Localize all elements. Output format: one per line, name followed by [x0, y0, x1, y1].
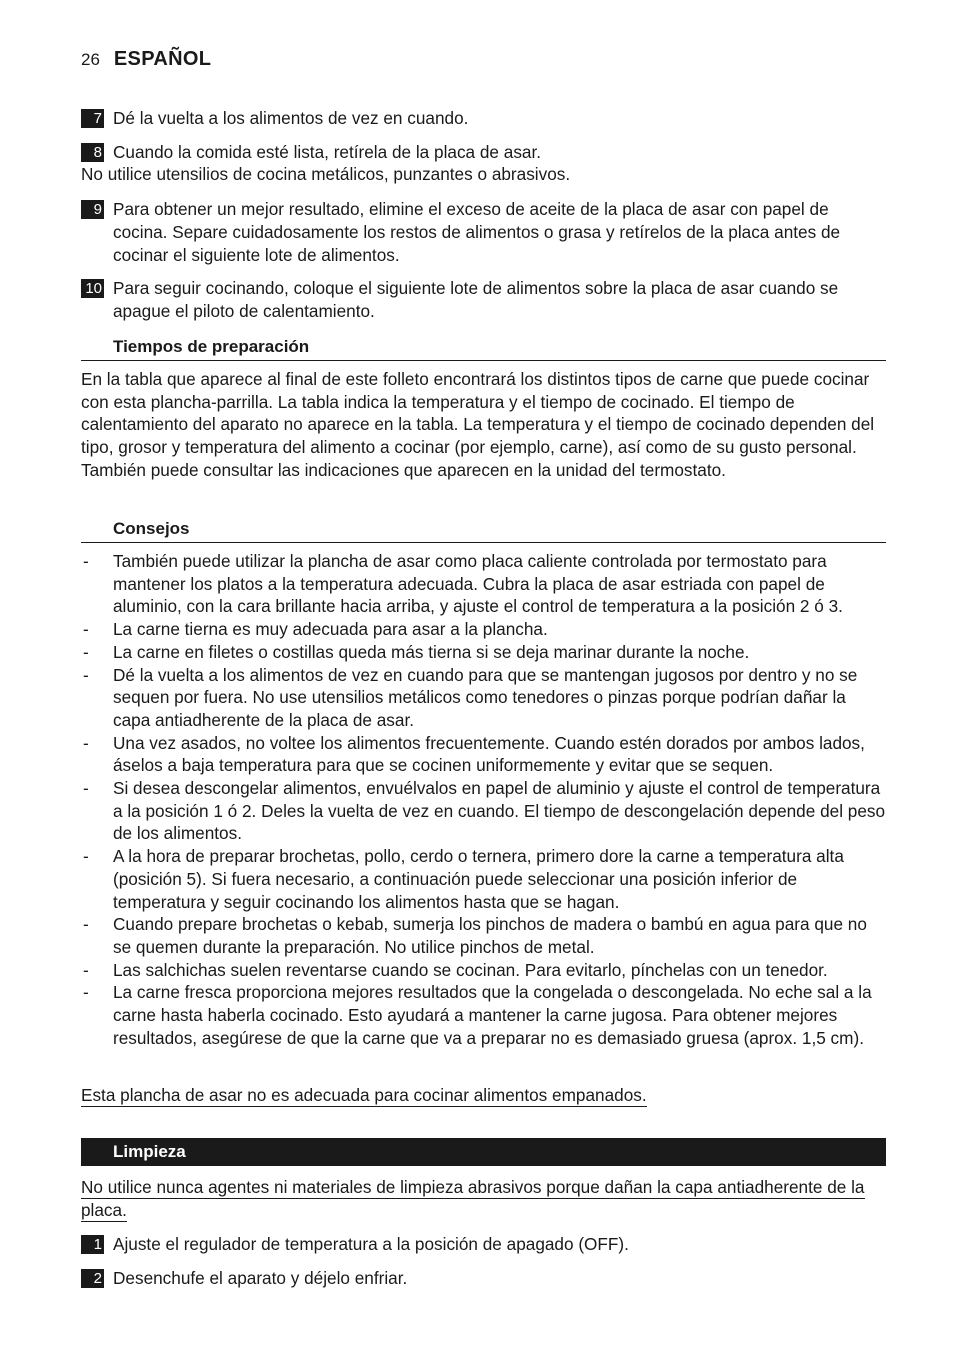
step-text: Ajuste el regulador de temperatura a la posición de apagado (OFF). [113, 1234, 629, 1254]
step-10 [81, 277, 886, 323]
step-number: 1 [81, 1235, 104, 1254]
step-text: Dé la vuelta a los alimentos de vez en cuando. [113, 108, 469, 128]
section-title: Consejos [113, 519, 190, 538]
list-item: - La carne en filetes o costillas queda más tierna si se deja marinar durante la noche. [83, 641, 750, 662]
step-text: Para obtener un mejor resultado, elimine el exceso de aceite de la placa de asar con papel de cocina. Separe cuidadosamente los restos de alimentos o grasa y retírelos de la placa antes de cocinar el siguiente lote de alimentos. [113, 199, 841, 265]
section-heading-cleaning [81, 1138, 886, 1166]
language-title: ESPAÑOL [113, 48, 212, 70]
note-no-metal-utensils: No utilice utensilios de cocina metálicos, punzantes o abrasivos. [81, 164, 571, 184]
step-number: 9 [81, 200, 104, 219]
section-heading-preparation [81, 335, 886, 361]
step-9 [81, 198, 886, 266]
step-number: 2 [81, 1269, 104, 1288]
page-number: 26 [81, 50, 100, 69]
warning-abrasive-cleaning: No utilice nunca agentes ni materiales de limpieza abrasivos porque dañan la capa antiadherente de la placa. [81, 1177, 865, 1220]
list-item: - A la hora de preparar brochetas, pollo, cerdo o ternera, primero dore la carne a temperatura alta (posición 5). Si fuera necesario, a continuación puede seleccionar una posición inferior de temperatura y seguir cocinando los alimentos hasta que se hagan. [83, 846, 844, 912]
section-title: Tiempos de preparación [113, 337, 310, 356]
step-text: Para seguir cocinando, coloque el siguiente lote de alimentos sobre la placa de asar cuando se apague el piloto de calentamiento. [113, 278, 839, 321]
list-item: - Una vez asados, no voltee los alimentos frecuentemente. Cuando estén dorados por ambos lados, áselos a baja temperatura para que se cocinen uniformemente y evitar que se sequen. [83, 732, 865, 776]
page-header [81, 48, 211, 71]
list-item: - Dé la vuelta a los alimentos de vez en cuando para que se mantengan jugosos por dentro y no se sequen por fuera. No use utensilios metálicos como tenedores o pinzas porque podrían dañar la capa antiadherente de la placa de asar. [83, 664, 858, 730]
list-item: - Si desea descongelar alimentos, envuélvalos en papel de aluminio y ajuste el control de temperatura a la posición 1 ó 2. Deles la vuelta de vez en cuando. El tiempo de descongelación depende del peso de los alimentos. [83, 778, 886, 844]
list-item: - Las salchichas suelen reventarse cuando se cocinan. Para evitarlo, pínchelas con un tenedor. [83, 959, 828, 980]
step-7 [81, 107, 886, 130]
step-text: Desenchufe el aparato y déjelo enfriar. [113, 1268, 408, 1288]
list-item: - La carne fresca proporciona mejores resultados que la congelada o descongelada. No eche sal a la carne hasta haberla cocinado. Esto ayudará a mantener la carne jugosa. Para obtener mejores resultados, asegúrese de que la carne que va a preparar no es demasiado gruesa (aprox. 1,5 cm). [83, 982, 872, 1048]
step-number: 10 [81, 279, 104, 298]
cleaning-step-2 [81, 1267, 886, 1290]
section-title: Limpieza [113, 1142, 186, 1161]
list-item: - La carne tierna es muy adecuada para asar a la plancha. [83, 619, 548, 640]
list-item: - También puede utilizar la plancha de asar como placa caliente controlada por termostato para mantener los platos a la temperatura adecuada. Cubra la placa de asar estriada con papel de aluminio, con la cara brillante hacia arriba, y ajuste el control de temperatura a la posición 2 ó 3. [83, 551, 843, 617]
warning-breaded-food: Esta plancha de asar no es adecuada para cocinar alimentos empanados. [81, 1085, 647, 1105]
list-item: - Cuando prepare brochetas o kebab, sumerja los pinchos de madera o bambú en agua para que no se quemen durante la preparación. No utilice pinchos de metal. [83, 914, 867, 957]
tips-list [81, 550, 886, 1049]
step-text: Cuando la comida esté lista, retírela de la placa de asar. [113, 142, 542, 162]
step-number: 8 [81, 143, 104, 162]
step-8 [81, 141, 886, 164]
section-heading-tips [81, 517, 886, 543]
preparation-paragraph: En la tabla que aparece al final de este folleto encontrará los distintos tipos de carne que puede cocinar con esta plancha-parrilla. La tabla indica la temperatura y el tiempo de cocinado. El tiempo de calentamiento del aparato no aparece en la tabla. La temperatura y el tiempo de cocinado dependen del tipo, grosor y temperatura del alimento a cocinar (por ejemplo, carne), así como de su gusto personal. También puede consultar las indicaciones que aparecen en la unidad del termostato. [81, 369, 875, 480]
cleaning-step-1 [81, 1233, 886, 1256]
step-number: 7 [81, 109, 104, 128]
